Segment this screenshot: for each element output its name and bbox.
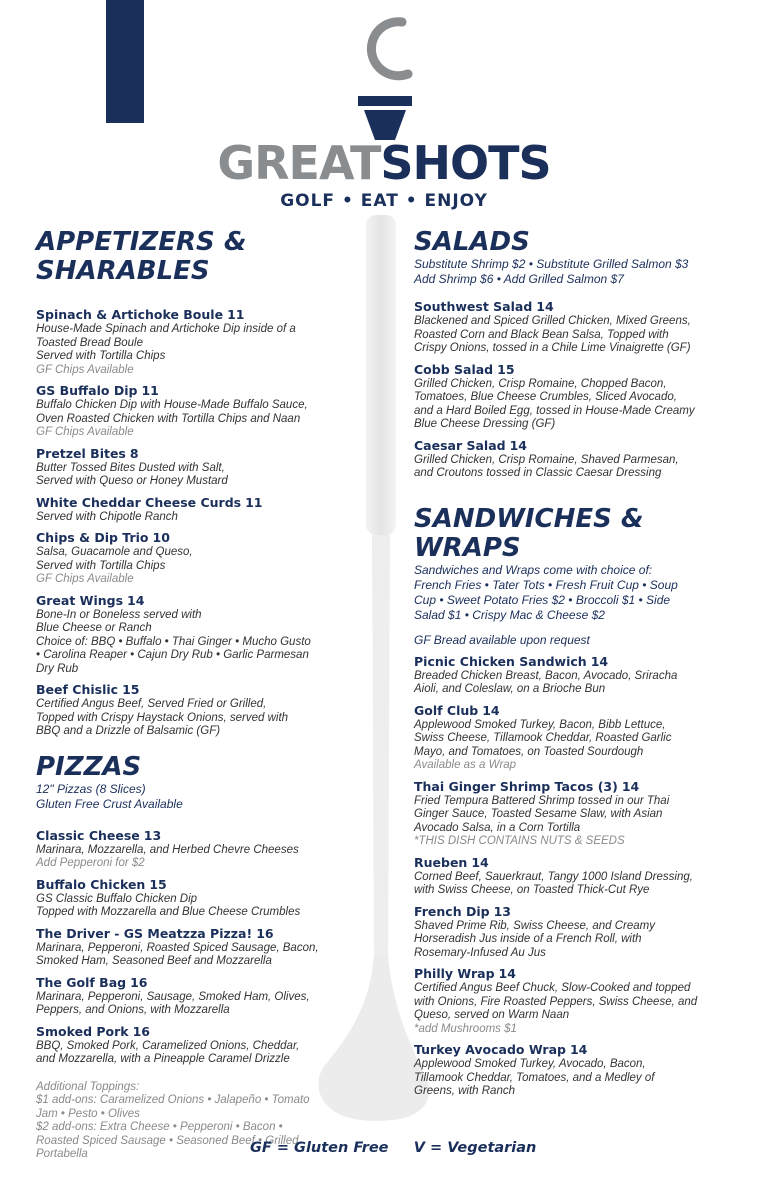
menu-item-price: 11	[141, 383, 159, 398]
menu-item-name: Great Wings	[36, 592, 124, 608]
sandwiches-note: Salad $1 • Crispy Mac & Cheese $2	[414, 607, 605, 622]
menu-item-name: Caesar Salad	[414, 437, 506, 453]
menu-item-header	[36, 446, 366, 462]
menu-item-name: Smoked Pork	[36, 1023, 129, 1039]
menu-item-name: The Driver - GS Meatzza Pizza!	[36, 925, 253, 941]
menu-item-name: French Dip	[414, 903, 490, 919]
menu-item-description: Served with Chipotle Ranch	[36, 510, 178, 523]
appetizers-list	[36, 307, 366, 739]
menu-item-description: Marinara, Pepperoni, Roasted Spiced Sausage, Bacon,	[36, 941, 319, 954]
left-column	[36, 228, 366, 1162]
menu-item-name: Golf Club	[414, 702, 479, 718]
menu-item-description: Toasted Bread Boule	[36, 336, 143, 349]
menu-item-price: 14	[536, 299, 554, 314]
menu-item-note: *THIS DISH CONTAINS NUTS & SEEDS	[414, 835, 625, 847]
menu-item-description: Rosemary-Infused Au Jus	[414, 946, 546, 959]
menu-item-description: and Mozzarella, with a Pineapple Caramel Drizzle	[36, 1053, 290, 1065]
menu-item-description: Smoked Ham, Seasoned Beef and Mozzarella	[36, 955, 272, 967]
pizzas-title: PIZZAS	[36, 751, 142, 782]
menu-item-header	[414, 654, 744, 670]
menu-item-header	[414, 779, 744, 795]
menu-item-price: 14	[621, 778, 640, 794]
menu-item	[36, 682, 366, 739]
menu-item-name: White Cheddar Cheese Curds	[36, 494, 242, 510]
toppings-line: Roasted Spiced Sausage • Seasoned Beef • Grilled	[36, 1134, 299, 1147]
menu-item-description: Served with Tortilla Chips	[36, 559, 166, 572]
menu-item-description: Roasted Corn and Black Bean Salsa, Topped with	[414, 328, 669, 341]
menu-item	[414, 966, 744, 1036]
menu-item-description: Dry Rub	[36, 662, 79, 675]
salads-note-1: Substitute Shrimp $2 • Substitute Grilled Salmon $3	[414, 257, 689, 271]
menu-item-header	[36, 307, 366, 323]
salads-note-2: Add Shrimp $6 • Add Grilled Salmon $7	[414, 272, 624, 286]
menu-item-description: Tillamook Cheddar, Tomatoes, and a Medley of	[414, 1071, 655, 1084]
menu-item-note: GF Chips Available	[36, 363, 134, 376]
menu-item-header	[414, 966, 744, 982]
menu-item-name: Southwest Salad	[414, 299, 533, 314]
menu-item-price: 14	[569, 1042, 588, 1057]
salads-title: SALADS	[414, 227, 530, 257]
toppings-line: Jam • Pesto • Olives	[36, 1107, 140, 1120]
menu-item-price: 14	[498, 966, 516, 981]
menu-item	[36, 828, 366, 871]
menu-item-description: Tomatoes, Blue Cheese Crumbles, Sliced Avocado,	[414, 391, 677, 403]
menu-item-description: Marinara, Mozzarella, and Herbed Chevre Cheeses	[36, 843, 299, 856]
menu-item-description: Certified Angus Beef, Served Fried or Grilled,	[36, 698, 267, 710]
menu-item-description: Bone-In or Boneless served with	[36, 608, 202, 621]
menu-item-name: The Golf Bag	[36, 974, 127, 990]
salads-list	[414, 299, 744, 481]
menu-item-name: Philly Wrap	[414, 966, 495, 981]
menu-item-note: Available as a Wrap	[414, 759, 517, 771]
menu-item-price: 13	[143, 827, 162, 843]
menu-item-description: Grilled Chicken, Crisp Romaine, Shaved Parmesan,	[414, 453, 679, 466]
sandwiches-note: Sandwiches and Wraps come with choice of:	[414, 562, 653, 577]
brand-tagline: GOLF • EAT • ENJOY	[280, 191, 488, 211]
menu-item-description: Salsa, Guacamole and Queso,	[36, 546, 193, 558]
menu-item-name: Turkey Avocado Wrap	[414, 1042, 566, 1057]
pizzas-note-1: 12" Pizzas (8 Slices)	[36, 781, 146, 796]
menu-item-header	[36, 530, 366, 546]
menu-item	[414, 654, 744, 697]
menu-item-header	[36, 593, 366, 609]
menu-item-price: 8	[129, 445, 139, 461]
menu-item-name: Chips & Dip Trio	[36, 530, 149, 545]
golf-ball-tee-logo-icon	[340, 12, 430, 142]
menu-item-description: Crispy Onions, tossed in a Chile Lime Vinaigrette (GF)	[414, 342, 691, 354]
menu-item	[414, 362, 744, 432]
menu-item-price: 14	[482, 702, 500, 718]
menu-item-header	[36, 828, 366, 844]
appetizers-title-line2: SHARABLES	[36, 256, 210, 286]
menu-item-description: Butter Tossed Bites Dusted with Salt,	[36, 461, 225, 474]
menu-item-header	[414, 904, 744, 920]
sandwiches-note: Cup • Sweet Potato Fries $2 • Broccoli $1 • Side	[414, 592, 671, 607]
menu-item	[414, 703, 744, 773]
menu-item-description: Peppers, and Onions, with Mozzarella	[36, 1004, 230, 1016]
menu-item-header	[36, 1024, 366, 1040]
menu-item-header	[36, 682, 366, 698]
menu-item-description: Blue Cheese or Ranch	[36, 622, 152, 634]
menu-item-name: Beef Chislic	[36, 682, 119, 697]
menu-item-description: Certified Angus Beef Chuck, Slow-Cooked and topped	[414, 982, 691, 994]
menu-item-description: Buffalo Chicken Dip with House-Made Buffalo Sauce,	[36, 399, 308, 411]
sandwiches-list	[414, 654, 744, 1099]
menu-item	[414, 1042, 744, 1099]
menu-item-description: GS Classic Buffalo Chicken Dip	[36, 892, 198, 905]
menu-item-name: Rueben	[414, 854, 468, 870]
menu-item-description: and a Hard Boiled Egg, tossed in House-Made Creamy	[414, 404, 695, 417]
menu-item-description: Avocado Salsa, in a Corn Tortilla	[414, 821, 581, 834]
menu-item-description: House-Made Spinach and Artichoke Dip inside of a	[36, 323, 296, 335]
menu-item-price: 14	[471, 854, 489, 870]
menu-item-description: Aioli, and Coleslaw, on a Brioche Bun	[414, 683, 606, 695]
menu-item	[36, 446, 366, 489]
menu-item-name: Picnic Chicken Sandwich	[414, 653, 587, 669]
menu-item-description: Marinara, Pepperoni, Sausage, Smoked Ham, Olives,	[36, 990, 310, 1003]
menu-item-price: 13	[493, 903, 511, 919]
menu-item	[414, 299, 744, 356]
menu-item-description: Topped with Crispy Haystack Onions, served with	[36, 711, 289, 724]
menu-item-name: Buffalo Chicken	[36, 876, 146, 892]
menu-item-header	[414, 299, 744, 315]
menu-item-description: with Onions, Fire Roasted Peppers, Swiss Cheese, and	[414, 995, 698, 1008]
top-left-accent-bar	[106, 0, 144, 123]
menu-item-name: Pretzel Bites	[36, 445, 126, 461]
gf-bread-note: GF Bread available upon request	[414, 632, 590, 647]
menu-item-price: 14	[590, 653, 609, 669]
menu-item-description: with Swiss Cheese, on Toasted Thick-Cut Rye	[414, 884, 650, 896]
menu-item	[414, 904, 744, 961]
menu-item-description: Oven Roasted Chicken with Tortilla Chips and Naan	[36, 412, 301, 425]
appetizers-title	[36, 228, 366, 286]
menu-item-price: 15	[497, 361, 515, 377]
menu-item-name: Cobb Salad	[414, 361, 494, 377]
toppings-line: Portabella	[36, 1148, 88, 1160]
menu-item-header	[414, 1042, 744, 1058]
menu-item-description: Greens, with Ranch	[414, 1085, 515, 1097]
menu-item-price: 11	[227, 307, 245, 322]
menu-item-header	[36, 975, 366, 991]
menu-item-header	[36, 495, 366, 511]
toppings-line: Additional Toppings:	[36, 1080, 140, 1093]
legend-footer: GF = Gluten Free V = Vegetarian	[250, 1140, 537, 1156]
menu-item-description: Breaded Chicken Breast, Bacon, Avocado, Sriracha	[414, 669, 678, 682]
sandwiches-title-line1: SANDWICHES &	[414, 503, 644, 534]
right-column	[414, 228, 744, 1099]
brand-wordmark	[0, 138, 768, 188]
menu-item-name: GS Buffalo Dip	[36, 383, 138, 398]
menu-item	[36, 975, 366, 1018]
menu-item-name: Spinach & Artichoke Boule	[36, 307, 224, 322]
menu-item	[414, 855, 744, 898]
menu-item-description: • Carolina Reaper • Cajun Dry Rub • Garlic Parmesan	[36, 649, 309, 661]
menu-item-price: 16	[130, 974, 148, 990]
menu-item	[414, 779, 744, 849]
menu-item-description: BBQ and a Drizzle of Balsamic (GF)	[36, 725, 221, 737]
pizzas-list	[36, 828, 366, 1067]
menu-item-description: Fried Tempura Battered Shrimp tossed in our Thai	[414, 794, 670, 807]
menu-item	[36, 495, 366, 525]
menu-item-description: Ginger Sauce, Toasted Sesame Slaw, with Asian	[414, 808, 663, 820]
menu-item-description: BBQ, Smoked Pork, Caramelized Onions, Cheddar,	[36, 1039, 300, 1052]
brand-shots: SHOTS	[380, 136, 551, 190]
menu-item-description: Corned Beef, Sauerkraut, Tangy 1000 Island Dressing,	[414, 870, 693, 883]
menu-item-price: 15	[149, 876, 167, 892]
menu-item	[414, 438, 744, 481]
menu-item-description: Queso, served on Warm Naan	[414, 1009, 570, 1021]
menu-item-description: Topped with Mozzarella and Blue Cheese Crumbles	[36, 906, 301, 918]
menu-item-note: *add Mushrooms $1	[414, 1022, 517, 1035]
pizzas-note-2: Gluten Free Crust Available	[36, 796, 183, 811]
menu-item-header	[36, 383, 366, 399]
menu-item-description: Applewood Smoked Turkey, Bacon, Bibb Lettuce,	[414, 718, 666, 731]
menu-item-price: 14	[509, 437, 527, 453]
toppings-line: $1 add-ons: Caramelized Onions • Jalapeño • Tomato	[36, 1094, 310, 1106]
toppings-line: $2 add-ons: Extra Cheese • Pepperoni • Bacon •	[36, 1121, 283, 1133]
brand-great: GREAT	[217, 136, 381, 190]
menu-item	[36, 383, 366, 440]
menu-item-description: Blackened and Spiced Grilled Chicken, Mixed Greens,	[414, 315, 691, 327]
menu-item-description: Served with Queso or Honey Mustard	[36, 475, 228, 487]
menu-item	[36, 1024, 366, 1067]
menu-item-description: Shaved Prime Rib, Swiss Cheese, and Creamy	[414, 919, 655, 932]
menu-item-description: Choice of: BBQ • Buffalo • Thai Ginger • Mucho Gusto	[36, 635, 311, 648]
sandwiches-note: French Fries • Tater Tots • Fresh Fruit Cup • Soup	[414, 577, 678, 592]
menu-item-price: 10	[152, 530, 170, 545]
appetizers-title-line1: APPETIZERS &	[36, 227, 247, 257]
menu-item	[36, 307, 366, 377]
menu-item-name: Classic Cheese	[36, 827, 140, 843]
menu-item	[36, 926, 366, 969]
menu-item-note: GF Chips Available	[36, 426, 134, 438]
menu-item	[36, 530, 366, 587]
menu-item-description: Blue Cheese Dressing (GF)	[414, 418, 556, 430]
menu-item	[36, 593, 366, 677]
menu-item-price: 11	[245, 494, 263, 510]
menu-item-description: Swiss Cheese, Tillamook Cheddar, Roasted Garlic	[414, 732, 672, 744]
menu-item-header	[414, 855, 744, 871]
menu-item-header	[414, 438, 744, 454]
menu-item-description: and Croutons tossed in Classic Caesar Dressing	[414, 467, 662, 479]
menu-item-header	[414, 703, 744, 719]
menu-item-header	[36, 877, 366, 893]
sandwiches-title	[414, 505, 744, 563]
menu-item-header	[414, 362, 744, 378]
menu-item-description: Mayo, and Tomatoes, on Toasted Sourdough	[414, 745, 644, 758]
menu-item-price: 14	[127, 592, 145, 608]
menu-item	[36, 877, 366, 920]
menu-item-price: 15	[122, 682, 140, 697]
menu-item-header	[36, 926, 366, 942]
menu-item-note: Add Pepperoni for $2	[36, 857, 145, 869]
sandwiches-title-line2: WRAPS	[414, 532, 521, 563]
menu-item-name: Thai Ginger Shrimp Tacos (3)	[414, 778, 618, 794]
menu-item-description: Served with Tortilla Chips	[36, 350, 166, 362]
menu-item-description: Grilled Chicken, Crisp Romaine, Chopped Bacon,	[414, 377, 667, 390]
menu-item-price: 16	[256, 925, 274, 941]
menu-item-description: Horseradish Jus inside of a French Roll, with	[414, 933, 642, 945]
menu-item-description: Applewood Smoked Turkey, Avocado, Bacon,	[414, 1058, 646, 1070]
menu-item-price: 16	[132, 1023, 151, 1039]
menu-item-note: GF Chips Available	[36, 573, 134, 585]
